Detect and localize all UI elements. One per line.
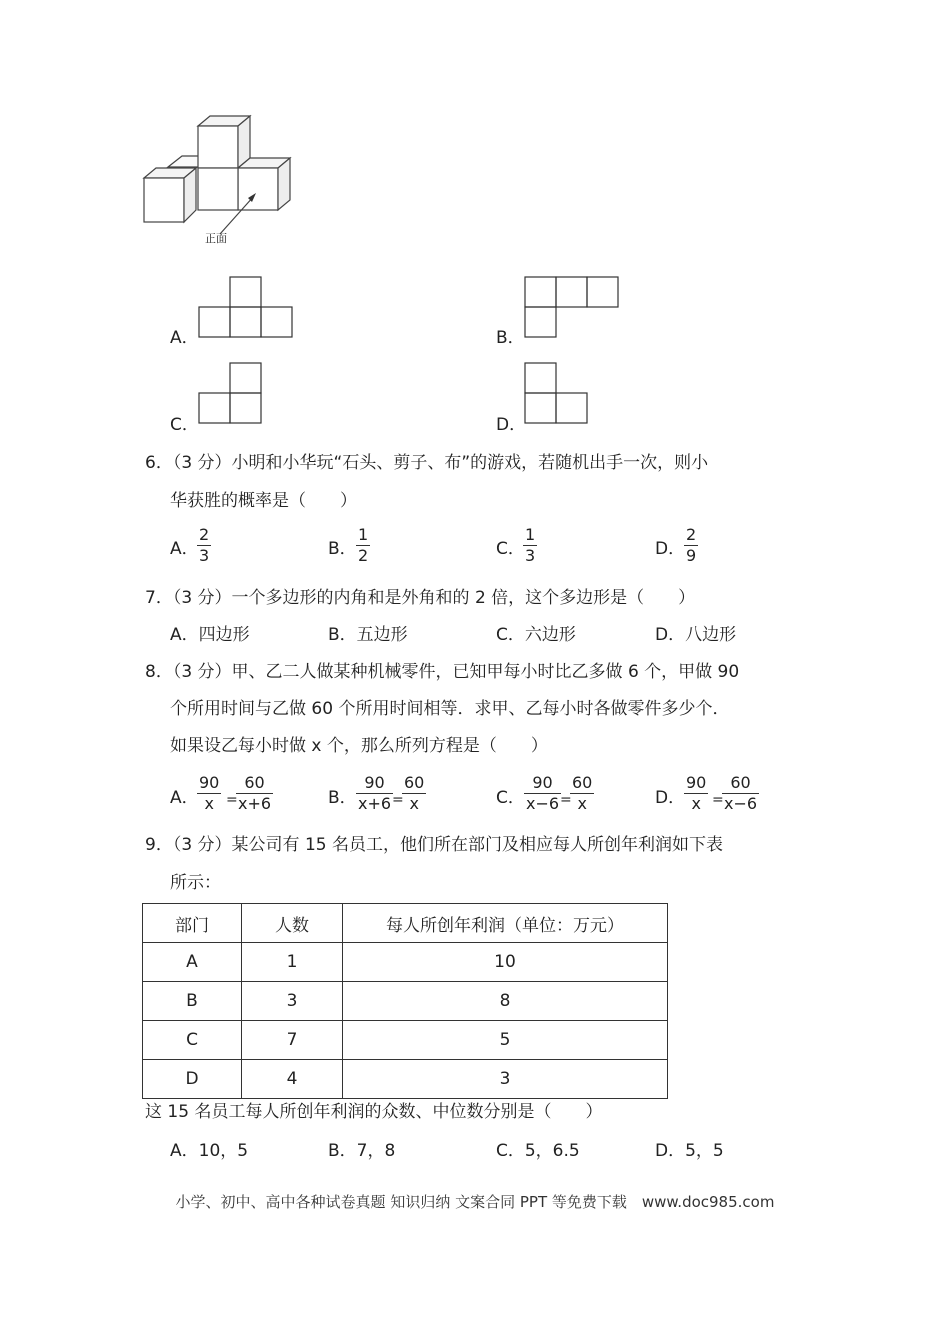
- q9-followup: 这 15 名员工每人所创年利润的众数、中位数分别是（ ）: [145, 1102, 603, 1122]
- q8-c-right-num: 60: [572, 773, 593, 792]
- table-header-cell: 每人所创年利润（单位：万元）: [343, 904, 668, 943]
- front-label: 正面: [205, 232, 227, 245]
- q8-c-left-num: 90: [532, 773, 553, 792]
- q7-option-b: B．五边形: [328, 625, 408, 645]
- q8-a-equals: =: [226, 792, 238, 808]
- q6-b-denominator: 2: [358, 546, 369, 565]
- q9-stem-line2: 所示：: [170, 873, 221, 893]
- q5-option-b-figure: [524, 276, 620, 338]
- q8-stem-line2: 个所用时间与乙做 60 个所用时间相等．求甲、乙每小时各做零件多少个．: [170, 699, 730, 719]
- q9-option-b: B．7，8: [328, 1141, 396, 1161]
- q8-option-c-letter: C．: [496, 788, 525, 808]
- q6-option-d-fraction: [684, 526, 698, 565]
- table-header-cell: 部门: [143, 904, 242, 943]
- q6-a-numerator: 2: [199, 525, 210, 544]
- table-cell: 4: [242, 1060, 343, 1099]
- page-footer: 小学、初中、高中各种试卷真题 知识归纳 文案合同 PPT 等免费下载 www.doc985.com: [175, 1193, 775, 1211]
- q5-option-c-figure: [198, 362, 264, 424]
- table-cell: A: [143, 943, 242, 982]
- q6-option-c-letter: C．: [496, 539, 525, 559]
- q8-option-d-letter: D．: [655, 788, 686, 808]
- q5-option-d-letter: D．: [496, 415, 527, 435]
- table-cell: 3: [242, 982, 343, 1021]
- q6-c-denominator: 3: [525, 546, 536, 565]
- q6-option-c-fraction: [523, 526, 537, 565]
- q8-a-right-den: x+6: [238, 794, 272, 813]
- q8-option-a-letter: A．: [170, 788, 199, 808]
- q6-d-denominator: 9: [686, 546, 697, 565]
- q6-a-denominator: 3: [199, 546, 210, 565]
- q8-a-left-den: x: [204, 794, 214, 813]
- q9-stem-line1: 9．（3 分）某公司有 15 名员工，他们所在部门及相应每人所创年利润如下表: [145, 835, 723, 855]
- q7-option-c: C．六边形: [496, 625, 576, 645]
- table-header-cell: 人数: [242, 904, 343, 943]
- q8-b-left-num: 90: [364, 773, 385, 792]
- table-cell: D: [143, 1060, 242, 1099]
- q6-stem-line1: 6．（3 分）小明和小华玩“石头、剪子、布”的游戏，若随机出手一次，则小: [145, 453, 709, 473]
- table-cell: B: [143, 982, 242, 1021]
- q8-b-left-den: x+6: [358, 794, 392, 813]
- q8-d-left-fraction: [684, 774, 708, 813]
- q8-c-left-fraction: [524, 774, 561, 813]
- table-cell: 8: [343, 982, 668, 1021]
- q9-option-d: D．5，5: [655, 1141, 724, 1161]
- q6-d-numerator: 2: [686, 525, 697, 544]
- q5-option-b-letter: B．: [496, 328, 525, 348]
- table-header-row: [143, 904, 668, 943]
- table-cell: 5: [343, 1021, 668, 1060]
- q8-d-left-den: x: [691, 794, 701, 813]
- q9-option-a: A．10，5: [170, 1141, 249, 1161]
- q5-option-a-figure: [198, 276, 294, 338]
- q9-option-c: C．5，6.5: [496, 1141, 580, 1161]
- table-cell: 7: [242, 1021, 343, 1060]
- q8-d-left-num: 90: [686, 773, 707, 792]
- q8-b-left-fraction: [356, 774, 393, 813]
- table-row: [143, 1060, 668, 1099]
- q8-c-right-den: x: [577, 794, 587, 813]
- q8-d-right-fraction: [722, 774, 759, 813]
- q8-stem-line1: 8．（3 分）甲、乙二人做某种机械零件，已知甲每小时比乙多做 6 个，甲做 90: [145, 662, 740, 682]
- profit-table: [142, 903, 668, 1099]
- table-cell: C: [143, 1021, 242, 1060]
- q5-option-d-figure: [524, 362, 590, 424]
- q8-d-right-den: x−6: [724, 794, 758, 813]
- table-cell: 3: [343, 1060, 668, 1099]
- q6-b-numerator: 1: [358, 525, 369, 544]
- q5-option-c-letter: C．: [170, 415, 199, 435]
- table-row: [143, 1021, 668, 1060]
- table-cell: 10: [343, 943, 668, 982]
- q8-b-equals: =: [392, 792, 404, 808]
- q7-option-d: D．八边形: [655, 625, 737, 645]
- q8-d-right-num: 60: [730, 773, 751, 792]
- q6-stem-line2: 华获胜的概率是（ ）: [170, 491, 357, 511]
- q8-a-right-fraction: [236, 774, 273, 813]
- q6-c-numerator: 1: [525, 525, 536, 544]
- q8-stem-line3: 如果设乙每小时做 x 个，那么所列方程是（ ）: [170, 736, 548, 756]
- q8-a-left-fraction: [197, 774, 221, 813]
- q8-d-equals: =: [712, 792, 724, 808]
- q7-stem: 7．（3 分）一个多边形的内角和是外角和的 2 倍，这个多边形是（ ）: [145, 588, 696, 608]
- table-cell: 1: [242, 943, 343, 982]
- q8-c-right-fraction: [570, 774, 594, 813]
- q6-option-b-fraction: [356, 526, 370, 565]
- table-row: [143, 943, 668, 982]
- q6-option-d-letter: D．: [655, 539, 686, 559]
- cube-figure: [138, 112, 298, 252]
- q8-c-equals: =: [560, 792, 572, 808]
- q8-a-left-num: 90: [199, 773, 220, 792]
- q6-option-b-letter: B．: [328, 539, 357, 559]
- q8-a-right-num: 60: [244, 773, 265, 792]
- q8-b-right-fraction: [402, 774, 426, 813]
- q6-option-a-fraction: [197, 526, 211, 565]
- q5-option-a-letter: A．: [170, 328, 199, 348]
- q8-b-right-den: x: [409, 794, 419, 813]
- q7-option-a: A．四边形: [170, 625, 250, 645]
- q8-c-left-den: x−6: [526, 794, 560, 813]
- table-row: [143, 982, 668, 1021]
- q8-option-b-letter: B．: [328, 788, 357, 808]
- q6-option-a-letter: A．: [170, 539, 199, 559]
- q8-b-right-num: 60: [404, 773, 425, 792]
